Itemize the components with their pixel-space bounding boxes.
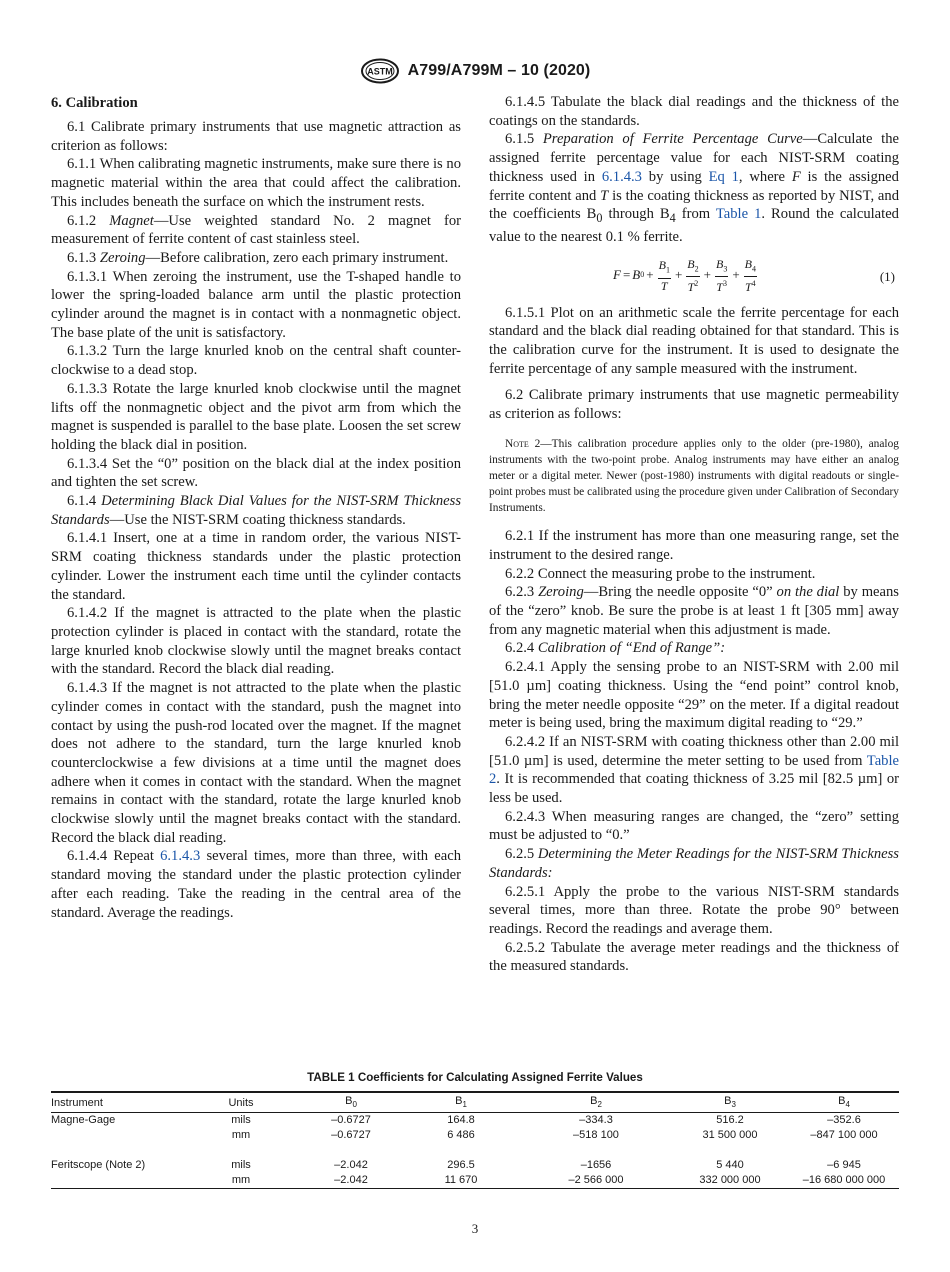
page-number: 3 [471, 1221, 479, 1236]
equation-term-3: $\frac{B_3}{T^3}$ [715, 256, 728, 295]
para-6-1-5-1: 6.1.5.1 Plot on an arithmetic scale the ferrite percentage for each standard and the black dial reading obtained for that standard. This is the calibration curve for the instrument. It is used to designate the ferrite percentage of any sample measured with the instrument. [489, 304, 899, 377]
para-6-1-3-1: 6.1.3.1 When zeroing the instrument, use the T-shaped handle to lower the spring-loaded balance arm until the plastic protection cylinder around the magnet is in contact with a nonmagnetic object. The base plate of the unit is satisfactory. [51, 268, 461, 341]
table-1 [51, 1071, 899, 1189]
astm-logo-icon [360, 58, 400, 84]
para-6-1-4-5: 6.1.4.5 Tabulate the black dial readings and the thickness of the coatings on the standards. [489, 94, 899, 129]
para-6-1-3-2: 6.1.3.2 Turn the large knurled knob on the central shaft counter-clockwise to a dead stop. [51, 343, 461, 379]
table-row: Feritscope (Note 2) mils –2.042 296.5 –1656 5 440 –6 945 [51, 1159, 861, 1172]
para-6-2-2: 6.2.2 Connect the measuring probe to the instrument. [505, 565, 816, 582]
para-6-1-4-2: 6.1.4.2 If the magnet is attracted to the plate when the plastic protection cylinder is placed in contact with the standard, rotate the large knurled knob clockwise slowly until the magnet breaks contact with the standard. Record the black dial reading. [51, 605, 461, 678]
para-6-2-4: 6.2.4 Calibration of “End of Range”: [505, 640, 726, 657]
para-6-2-4-2: 6.2.4.2 If an NIST-SRM with coating thickness other than 2.00 mil [51.0 µm] is used, determine the meter setting to be used from Table 2. It is recommended that coating thickness of 3.25 mil [82.5 µm] or less be used. [489, 733, 899, 807]
para-6-1-5: 6.1.5 Preparation of Ferrite Percentage Curve—Calculate the assigned ferrite percentage value for each NIST-SRM coating thickness used in 6.1.4.3 by using Eq 1, where F is the assigned ferrite content and T is the coating thickness as reported by NIST, and the coefficients $B_0$ through $B_4$ from Table 1. Round the calculated value to the nearest 0.1 % ferrite. [489, 131, 899, 245]
note-2: Note 2—This calibration procedure applies only to the older (pre-1980), analog instruments with the two-point probe. Analog instruments may have either an analog meter or a digital meter. Newer (post-1980) instruments with digital readouts or single-point probes must be calibrated using the procedure given under Calibration of Secondary Instruments. [489, 437, 899, 515]
para-6-1-3-3: 6.1.3.3 Rotate the large knurled knob clockwise until the magnet lifts off the nonmagnetic object and the pivot arm from which the magnet is suspended is parallel to the base plate. Loosen the set screw holding the black dial in position. [51, 380, 461, 453]
link-6-1-4-3[interactable]: 6.1.4.3 [601, 168, 642, 185]
para-6-1-4-1: 6.1.4.1 Insert, one at a time in random order, the various NIST-SRM coating thickness standards under the plastic protection cylinder. Lower the instrument each time until the cylinder contacts the standard. [51, 530, 461, 603]
para-6-1-3: 6.1.3 Zeroing—Before calibration, zero each primary instrument. [67, 249, 449, 266]
para-6-1-1: 6.1.1 When calibrating magnetic instruments, make sure there is no magnetic material within the area that could affect the calibration. This includes beneath the surface on which the instrument rests. [51, 156, 461, 210]
table-header-row [51, 1092, 899, 1113]
para-6-1-4-3: 6.1.4.3 If the magnet is not attracted to the plate when the plastic cylinder comes in contact with the standard, push the magnet into contact by using the push-rod located over the magnet. If the magnet does not adhere to the standard, turn the large knurled knob counterclockwise a few divisions at a time until the magnet does adhere when it comes in contact with the standard. When the magnet remains in contact with the standard, rotate the large knurled knob clockwise slowly until the magnet breaks contact with the standard. Record the black dial reading. [51, 680, 461, 846]
page-header [0, 58, 950, 84]
para-6-1-4-4: 6.1.4.4 Repeat 6.1.4.3 several times, more than three, with each standard moving the standard under the plastic protection cylinder after each reading. Take the reading in the central area of the standard. Average the readings. [51, 848, 462, 921]
link-6-1-4-3[interactable]: 6.1.4.3 [160, 848, 201, 865]
header-b2: $B_2$ [521, 1092, 671, 1113]
equation-body: F = B 0 + $\frac{B_1}{T}$ + $\frac{B_2}{T^2}$ + $\frac{B_3}{T^3}$ + $\frac{B_4}{T^4}$ [613, 256, 756, 295]
link-table-2[interactable]: Table 2 [489, 752, 899, 788]
header-instrument: Instrument [51, 1092, 181, 1113]
left-column [51, 93, 461, 922]
table-title: TABLE 1 Coefficients for Calculating Assigned Ferrite Values [307, 1071, 643, 1084]
equation-term-4: $\frac{B_4}{T^4}$ [744, 256, 756, 295]
para-6-1-2: 6.1.2 Magnet—Use weighted standard No. 2 magnet for measurement of ferrite content of cast stainless steel. [51, 212, 461, 248]
para-6-2: 6.2 Calibrate primary instruments that use magnetic permeability as criterion as follows: [489, 387, 899, 423]
section-heading: 6. Calibration [51, 95, 138, 111]
para-6-2-4-3: 6.2.4.3 When measuring ranges are changed, the “zero” setting must be adjusted to “0.” [489, 808, 899, 844]
equation-1 [489, 258, 899, 294]
equation-term-2: $\frac{B_2}{T^2}$ [687, 256, 699, 295]
header-units: Units [181, 1092, 301, 1113]
header-b0: $B_0$ [301, 1092, 401, 1113]
table-row: Magne-Gage mils –0.6727 164.8 –334.3 516.2 –352.6 [51, 1114, 861, 1127]
para-6-2-5-1: 6.2.5.1 Apply the probe to the various NIST-SRM standards several times, more than three. Rotate the probe 90° between readings. Record the readings and average them. [489, 883, 899, 937]
document-designation: A799/A799M – 10 (2020) [407, 62, 591, 79]
header-b4: $B_4$ [789, 1092, 899, 1113]
header-b3: $B_3$ [671, 1092, 789, 1113]
right-column [489, 93, 899, 976]
para-6-2-5-2: 6.2.5.2 Tabulate the average meter readings and the thickness of the measured standards. [489, 939, 899, 975]
link-table-1[interactable]: Table 1 [715, 206, 762, 223]
para-6-2-1: 6.2.1 If the instrument has more than one measuring range, set the instrument to the desired range. [489, 528, 899, 563]
equation-number: (1) [879, 268, 895, 284]
header-b1: $B_1$ [401, 1092, 521, 1113]
para-6-1-3-4: 6.1.3.4 Set the “0” position on the black dial at the index position and tighten the set screw. [51, 455, 461, 491]
para-6-2-3: 6.2.3 Zeroing—Bring the needle opposite “0” on the dial by means of the “zero” knob. Be sure the probe is at least 1 ft [305 mm] away from any magnetic material when this adjustment is made. [489, 584, 899, 638]
table-row: mm –0.6727 6 486 –518 100 31 500 000 –847 100 000 [231, 1129, 878, 1142]
table-row: mm –2.042 11 670 –2 566 000 332 000 000 –16 680 000 000 [51, 1173, 899, 1189]
para-6-2-4-1: 6.2.4.1 Apply the sensing probe to an NIST-SRM with 2.00 mil [51.0 µm] coating thickness. Using the “end point” control knob, bring the meter needle opposite “29” on the meter. If a digital readout meter is being used, bring the maximum digital reading to “29.” [489, 659, 899, 732]
svg-text:ASTM: ASTM [366, 66, 393, 77]
link-eq-1[interactable]: Eq 1 [708, 168, 739, 185]
para-6-1: 6.1 Calibrate primary instruments that use magnetic attraction as criterion as follows: [51, 119, 461, 154]
para-6-1-4: 6.1.4 Determining Black Dial Values for the NIST-SRM Thickness Standards—Use the NIST-SRM coating thickness standards. [51, 493, 461, 528]
para-6-2-5: 6.2.5 Determining the Meter Readings for the NIST-SRM Thickness Standards: [489, 846, 899, 881]
coefficients-table [51, 1091, 899, 1189]
table-spacer-row [51, 1143, 899, 1158]
equation-term-1: $\frac{B_1}{T}$ [658, 258, 670, 293]
